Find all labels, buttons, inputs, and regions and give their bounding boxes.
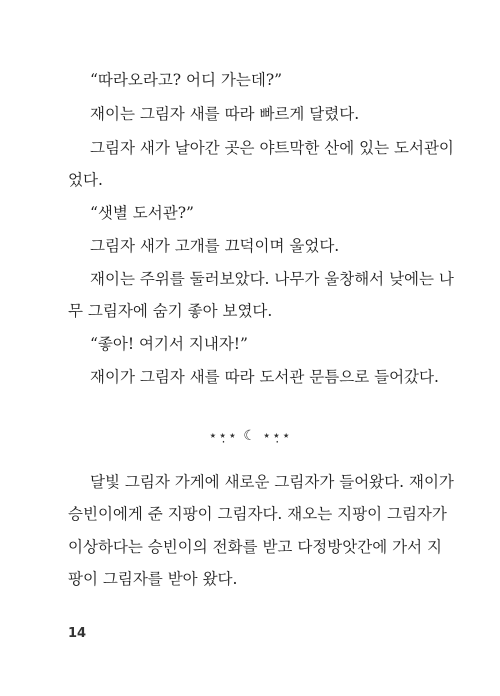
dialogue-line: “좋아! 여기서 지내자!” <box>90 335 248 353</box>
body-line: 그림자 새가 날아간 곳은 야트막한 산에 있는 도서관이 <box>90 139 454 157</box>
body-line-continuation: 었다. <box>68 171 103 189</box>
body-line-continuation: 이상하다는 승빈이의 전화를 받고 다정방앗간에 가서 지 <box>68 538 442 556</box>
body-line-continuation: 무 그림자에 숨기 좋아 보였다. <box>68 302 273 320</box>
section-divider-moon-stars: ⋆⋆̣⋆ ☾ ⋆⋆̣⋆ <box>208 428 292 444</box>
page-number: 14 <box>68 626 87 641</box>
body-line: 재이는 그림자 새를 따라 빠르게 달렸다. <box>90 105 360 123</box>
body-line: 재이가 그림자 새를 따라 도서관 문틈으로 들어갔다. <box>90 368 439 386</box>
dialogue-line: “샛별 도서관?” <box>90 204 194 222</box>
dialogue-line: “따라오라고? 어디 가는데?” <box>90 71 283 89</box>
body-line: 재이는 주위를 둘러보았다. 나무가 울창해서 낮에는 나 <box>90 270 454 288</box>
body-line: 그림자 새가 고개를 끄덕이며 울었다. <box>90 237 340 255</box>
body-line-continuation: 승빈이에게 준 지팡이 그림자다. 재오는 지팡이 그림자가 <box>68 505 447 523</box>
body-line: 달빛 그림자 가게에 새로운 그림자가 들어왔다. 재이가 <box>90 473 454 491</box>
body-line-continuation: 팡이 그림자를 받아 왔다. <box>68 570 238 588</box>
